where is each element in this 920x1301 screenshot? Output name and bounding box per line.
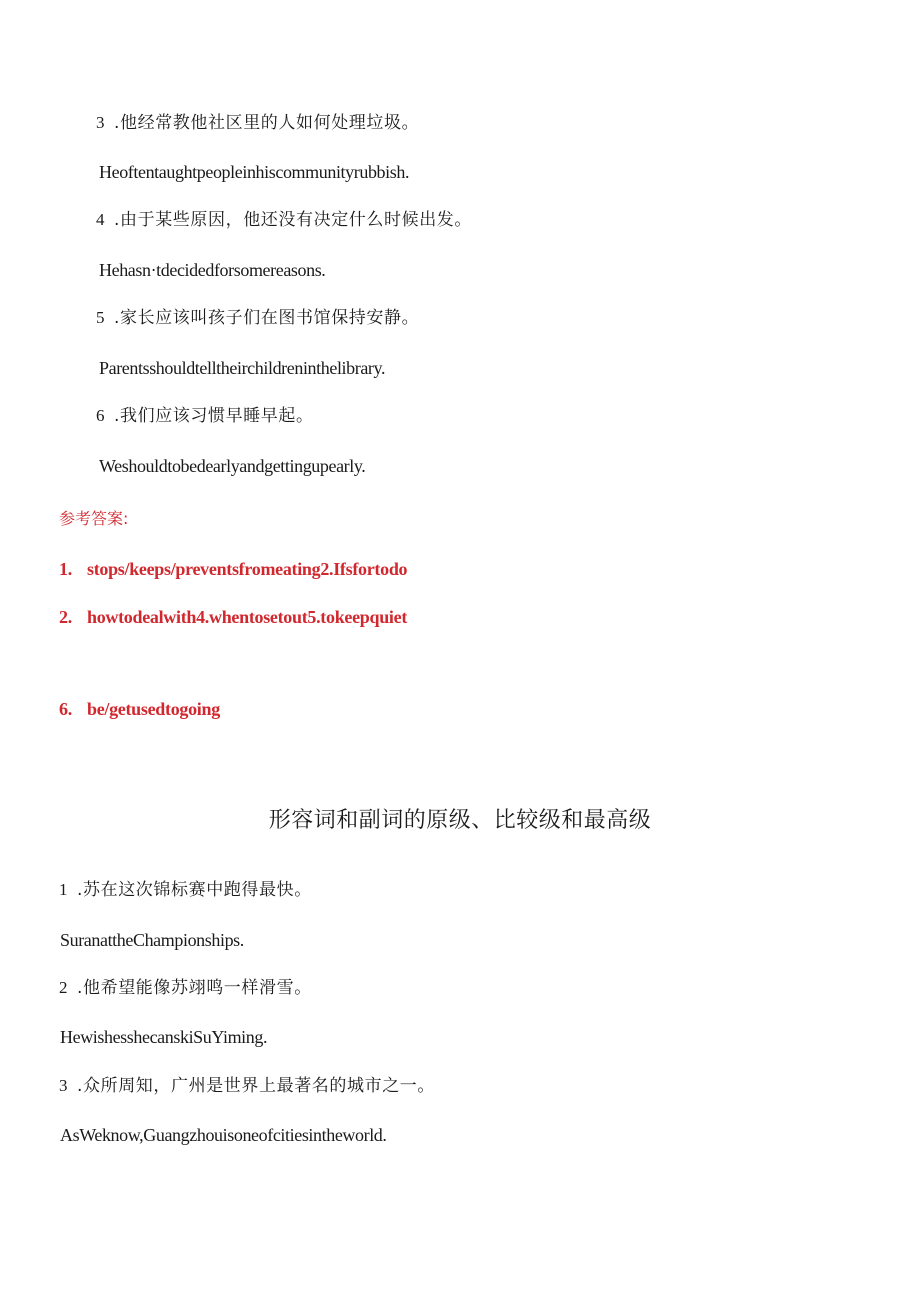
- exercise-b3-chinese: [59, 1076, 435, 1096]
- answer-line-2: [59, 607, 407, 627]
- exercise-b1-chinese: [59, 880, 312, 900]
- exercise-prompt: .他经常教他社区里的人如何处理垃圾。: [114, 113, 420, 133]
- exercise-6-chinese: [96, 406, 314, 426]
- exercise-4-chinese: [96, 210, 472, 230]
- exercise-number: 1: [59, 880, 69, 899]
- exercise-5-english: Parentsshouldtelltheirchildreninthelibrary.: [99, 358, 386, 378]
- exercise-5-chinese: [96, 308, 419, 328]
- exercise-6-english: Weshouldtobedearlyandgettingupearly.: [99, 456, 366, 476]
- exercise-prompt: .众所周知，广州是世界上最著名的城市之一。: [77, 1076, 436, 1096]
- exercise-prompt: .我们应该习惯早睡早起。: [114, 406, 314, 426]
- answer-number: 2.: [59, 607, 72, 627]
- exercise-number: 3: [96, 113, 106, 132]
- exercise-4-english: Hehasn·tdecidedforsomereasons.: [99, 260, 326, 280]
- exercise-number: 4: [96, 210, 106, 229]
- exercise-b2-chinese: [59, 978, 312, 998]
- exercise-prompt: .由于某些原因，他还没有决定什么时候出发。: [114, 210, 473, 230]
- exercise-b3-english: AsWeknow,Guangzhouisoneofcitiesintheworld.: [60, 1125, 387, 1145]
- section-title: 形容词和副词的原级、比较级和最高级: [268, 808, 652, 833]
- exercise-b2-english: HewishesshecanskiSuYiming.: [60, 1027, 268, 1047]
- exercise-prompt: .苏在这次锦标赛中跑得最快。: [77, 880, 312, 900]
- answer-text: howtodealwith4.whentosetout5.tokeepquiet: [87, 607, 408, 627]
- exercise-b1-english: SuranattheChampionships.: [60, 930, 244, 950]
- exercise-number: 5: [96, 308, 106, 327]
- answer-line-3: [59, 699, 220, 719]
- exercise-3-english: Heoftentaughtpeopleinhiscommunityrubbish.: [99, 162, 410, 182]
- exercise-number: 6: [96, 406, 106, 425]
- answer-number: 1.: [59, 559, 72, 579]
- exercise-number: 2: [59, 978, 69, 997]
- answer-line-1: [59, 559, 407, 579]
- exercise-number: 3: [59, 1076, 69, 1095]
- answer-text: be/getusedtogoing: [87, 699, 220, 719]
- exercise-3-chinese: [96, 113, 419, 133]
- answer-text: stops/keeps/preventsfromeating2.Ifsfortodo: [87, 559, 408, 579]
- answer-number: 6.: [59, 699, 72, 719]
- exercise-prompt: .家长应该叫孩子们在图书馆保持安静。: [114, 308, 420, 328]
- answers-heading: 参考答案:: [59, 509, 129, 528]
- exercise-prompt: .他希望能像苏翊鸣一样滑雪。: [77, 978, 312, 998]
